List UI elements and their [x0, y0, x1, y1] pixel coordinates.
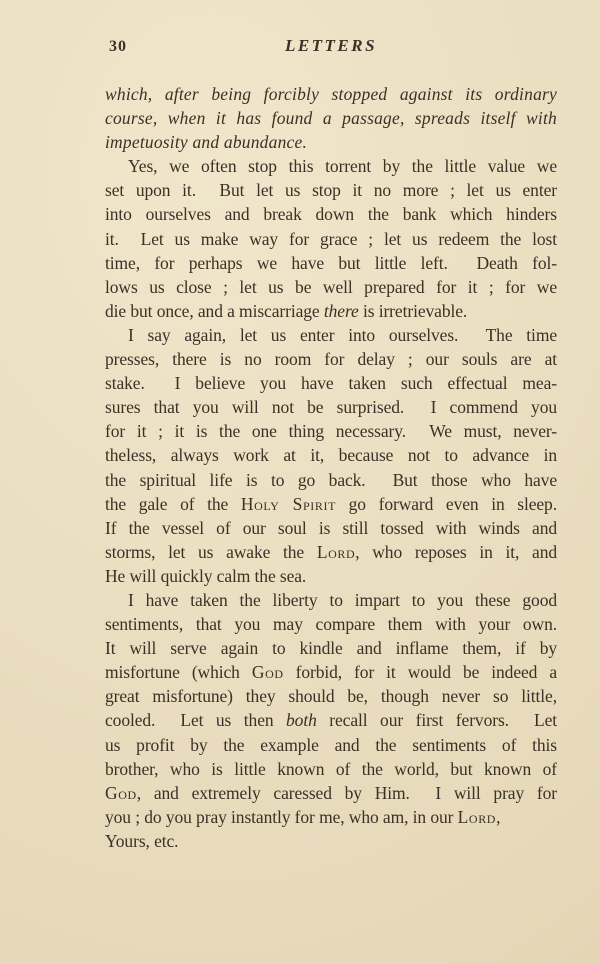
paragraph — [105, 588, 557, 829]
text-line — [105, 154, 557, 178]
body-text: impetuosity and abundance. — [105, 132, 308, 153]
text-line — [105, 347, 557, 371]
text-line — [105, 684, 557, 708]
text-line — [105, 323, 557, 347]
small-caps-text: God — [251, 662, 284, 683]
body-text: time, for perhaps we have but little left. Death fol- — [105, 252, 557, 273]
body-text: , — [496, 806, 501, 827]
body-text: for it ; it is the one thing necessary. We must, never- — [105, 421, 557, 442]
paragraph — [105, 323, 557, 588]
text-line — [105, 540, 557, 564]
body-text: presses, there is no room for delay ; our souls are at — [105, 349, 557, 370]
body-text: lows us close ; let us be well prepared for it ; for we — [105, 276, 557, 297]
text-line — [105, 106, 557, 130]
body-text: stake. I believe you have taken such effectual mea- — [105, 373, 557, 394]
text-line — [105, 708, 557, 732]
page-body — [105, 82, 557, 853]
text-line — [105, 781, 557, 805]
body-text: It will serve again to kindle and inflame them, if by — [105, 638, 557, 659]
text-line — [105, 202, 557, 226]
small-caps-text: Holy Spirit — [240, 493, 337, 514]
body-text: brother, who is little known of the world, but known of — [105, 758, 557, 779]
body-text: great misfortune) they should be, though never so little, — [105, 686, 557, 707]
text-line — [105, 419, 557, 443]
text-line — [105, 612, 557, 636]
text-line — [105, 757, 557, 781]
paragraph — [105, 154, 557, 323]
body-text: you ; do you pray instantly for me, who am, in our — [105, 806, 458, 827]
small-caps-text: Lord — [457, 806, 497, 827]
body-text: us profit by the example and the sentiments of this — [105, 734, 557, 755]
body-text: go forward even in sleep. — [336, 493, 557, 514]
text-line — [105, 660, 557, 684]
text-line — [105, 251, 557, 275]
text-line — [105, 130, 557, 154]
body-text: cooled. Let us then — [105, 710, 287, 731]
body-text: Yes, we often stop this torrent by the little value we — [128, 156, 557, 177]
text-line — [105, 805, 557, 829]
text-line — [105, 371, 557, 395]
body-text: theless, always work at it, because not to advance in — [105, 445, 557, 466]
body-text: recall our first fervors. Let — [316, 710, 557, 731]
body-text: , and extremely caressed by Him. I will pray for — [136, 782, 557, 803]
body-text: , who reposes in it, and — [355, 541, 557, 562]
text-line — [105, 395, 557, 419]
body-text: forbid, for it would be indeed a — [283, 662, 557, 683]
page-header — [105, 36, 557, 58]
body-text: set upon it. But let us stop it no more ; let us enter — [105, 180, 557, 201]
text-line — [105, 492, 557, 516]
signature-line: Yours, etc. — [105, 830, 179, 851]
body-text: sures that you will not be surprised. I commend you — [105, 397, 557, 418]
text-line — [105, 82, 557, 106]
page-number: 30 — [109, 38, 127, 55]
text-line — [105, 564, 557, 588]
small-caps-text: God — [105, 782, 137, 803]
body-text: is irretrievable. — [358, 300, 468, 321]
text-line — [105, 588, 557, 612]
text-line — [105, 733, 557, 757]
text-line — [105, 443, 557, 467]
body-text: If the vessel of our soul is still tossed with winds and — [105, 517, 557, 538]
text-line — [105, 636, 557, 660]
italic-text: there — [323, 300, 359, 321]
body-text: I say again, let us enter into ourselves. The time — [128, 324, 557, 345]
body-text: into ourselves and break down the bank which hinders — [105, 204, 557, 225]
body-text: storms, let us awake the — [105, 541, 317, 562]
body-text: the gale of the — [105, 493, 241, 514]
text-line — [105, 299, 557, 323]
text-line — [105, 275, 557, 299]
body-text: course, when it has found a passage, spreads itself with — [105, 108, 557, 129]
body-text: sentiments, that you may compare them with your own. — [105, 614, 557, 635]
paragraph — [105, 82, 557, 154]
running-header: LETTERS — [284, 36, 378, 55]
text-line — [105, 227, 557, 251]
body-text: I have taken the liberty to impart to you these good — [128, 589, 557, 610]
body-text: He will quickly calm the sea. — [105, 565, 307, 586]
text-line — [105, 178, 557, 202]
small-caps-text: Lord — [316, 541, 356, 562]
body-text: which, after being forcibly stopped against its ordinary — [105, 84, 557, 104]
body-text: it. Let us make way for grace ; let us redeem the lost — [105, 228, 557, 249]
body-text: die but once, and a miscarriage — [105, 300, 324, 321]
text-line — [105, 516, 557, 540]
body-text: the spiritual life is to go back. But those who have — [105, 469, 557, 490]
body-text: misfortune (which — [105, 662, 252, 683]
italic-text: both — [286, 710, 317, 731]
text-line — [105, 468, 557, 492]
